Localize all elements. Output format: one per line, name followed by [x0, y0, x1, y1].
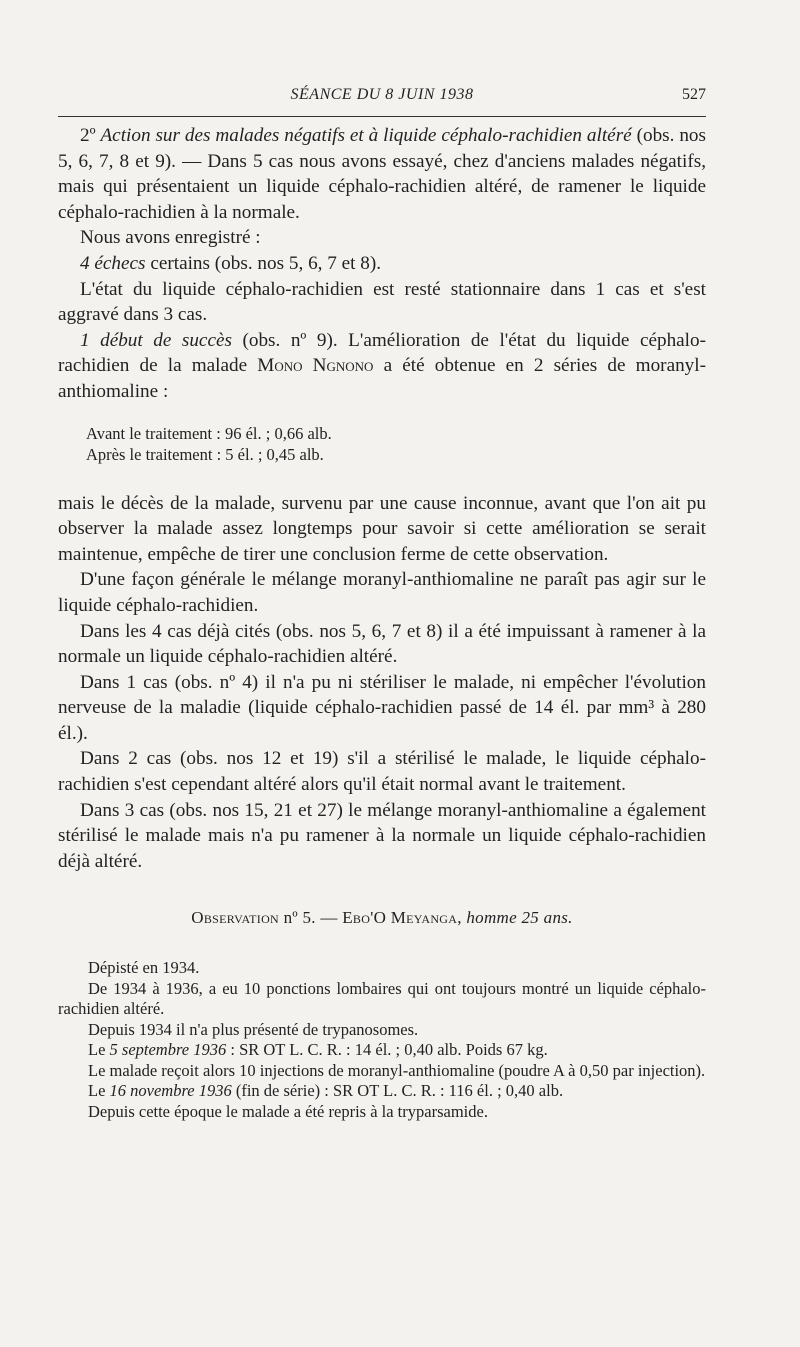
note-text: (fin de série) : SR OT L. C. R. : 116 él. ; 0,40 alb.: [231, 1081, 564, 1101]
observation-patient: Ebo'O Meyanga: [342, 908, 458, 928]
paragraph-text: (obs. nos 5, 6, 7, 8 et 9). — Dans 5 cas nous avons essayé, chez d'anciens malades négatifs, mais qui présentaient un liquide céphalo-rachidien altéré, de ramener le liquide céphalo-rachidien à la normale.: [58, 125, 706, 223]
paragraph: Nous avons enregistré :: [80, 227, 261, 249]
note-text: Le: [88, 1040, 110, 1060]
quote-line-before: Avant le traitement : 96 él. ; 0,66 alb.: [86, 423, 332, 443]
running-title: SÉANCE DU 8 JUIN 1938: [290, 86, 474, 103]
running-head: [58, 82, 706, 108]
paragraph-success: [58, 328, 706, 405]
page: [58, 82, 706, 1122]
observation-label: Observation: [191, 908, 280, 928]
note: Dépisté en 1934.: [88, 958, 200, 978]
success-label: 1 début de succès: [80, 329, 232, 351]
note-text: : SR OT L. C. R. : 14 él. ; 0,40 alb. Poids 67 kg.: [226, 1040, 548, 1060]
paragraph: D'une façon générale le mélange moranyl-anthiomaline ne paraît pas agir sur le liquide céphalo-rachidien.: [58, 569, 706, 616]
body-text-continued: [58, 491, 706, 875]
note: Depuis 1934 il n'a plus présenté de trypanosomes.: [88, 1019, 419, 1039]
note: De 1934 à 1936, a eu 10 ponctions lombaires qui ont toujours montré un liquide céphalo-rachidien altéré.: [58, 978, 706, 1019]
observation-notes: [58, 958, 706, 1122]
observation-heading: Observation nº 5. — Ebo'O Meyanga, homme 25 ans.: [191, 908, 573, 928]
failures-label: 4 échecs: [80, 252, 146, 274]
paragraph-text: (obs. nº 9). L'amélioration de l'état du liquide céphalo-rachidien de la malade: [58, 329, 706, 377]
paragraph: Dans les 4 cas déjà cités (obs. nos 5, 6, 7 et 8) il a été impuissant à ramener à la normale un liquide céphalo-rachidien altéré.: [58, 620, 706, 668]
paragraph-text: certains (obs. nos 5, 6, 7 et 8).: [145, 252, 382, 274]
body-text: [58, 123, 706, 405]
quote-line-after: Après le traitement : 5 él. ; 0,45 alb.: [86, 444, 324, 464]
paragraph-action-heading: [58, 123, 706, 225]
paragraph: Dans 3 cas (obs. nos 15, 21 et 27) le mélange moranyl-anthiomaline a également stérilisé le malade mais n'a pu ramener à la normale un liquide céphalo-rachidien déjà altéré.: [58, 799, 706, 872]
paragraph: L'état du liquide céphalo-rachidien est resté stationnaire dans 1 cas et s'est aggravé dans 3 cas.: [58, 278, 706, 326]
note: [58, 1081, 706, 1102]
section-title: Action sur des malades négatifs et à liquide céphalo-rachidien altéré: [100, 125, 632, 146]
patient-name: Mono Ngnono: [257, 355, 374, 377]
paragraph: Dans 2 cas (obs. nos 12 et 19) s'il a stérilisé le malade, le liquide céphalo-rachidien s'est cependant altéré alors qu'il était normal avant le traitement.: [58, 748, 706, 796]
lab-results-quote: [58, 423, 706, 465]
note: Le malade reçoit alors 10 injections de moranyl-anthiomaline (poudre A à 0,50 par injection).: [88, 1060, 706, 1080]
paragraph: Dans 1 cas (obs. nº 4) il n'a pu ni stériliser le malade, ni empêcher l'évolution nerveuse de la maladie (liquide céphalo-rachidien passé de 14 él. par mm³ à 280 él.).: [58, 671, 706, 744]
header-rule: [58, 116, 706, 117]
observation-descriptor: homme 25 ans.: [466, 908, 573, 928]
section-number: 2º: [80, 125, 101, 146]
observation-number: nº 5. —: [279, 908, 343, 928]
paragraph: mais le décès de la malade, survenu par une cause inconnue, avant que l'on ait pu observer la malade assez longtemps pour savoir si cette amélioration se serait maintenue, empêche de tirer une conclusion ferme de cette observation.: [58, 492, 706, 565]
note: Depuis cette époque le malade a été repris à la tryparsamide.: [88, 1101, 488, 1121]
note-text: Le: [88, 1081, 110, 1101]
note: [58, 1040, 706, 1061]
paragraph-text: a été obtenue en 2 séries de moranyl-anthiomaline :: [58, 355, 706, 402]
note-date: 5 septembre 1936: [109, 1040, 227, 1060]
paragraph-failures: [58, 251, 706, 277]
page-number: 527: [682, 86, 706, 103]
note-date: 16 novembre 1936: [109, 1081, 232, 1101]
